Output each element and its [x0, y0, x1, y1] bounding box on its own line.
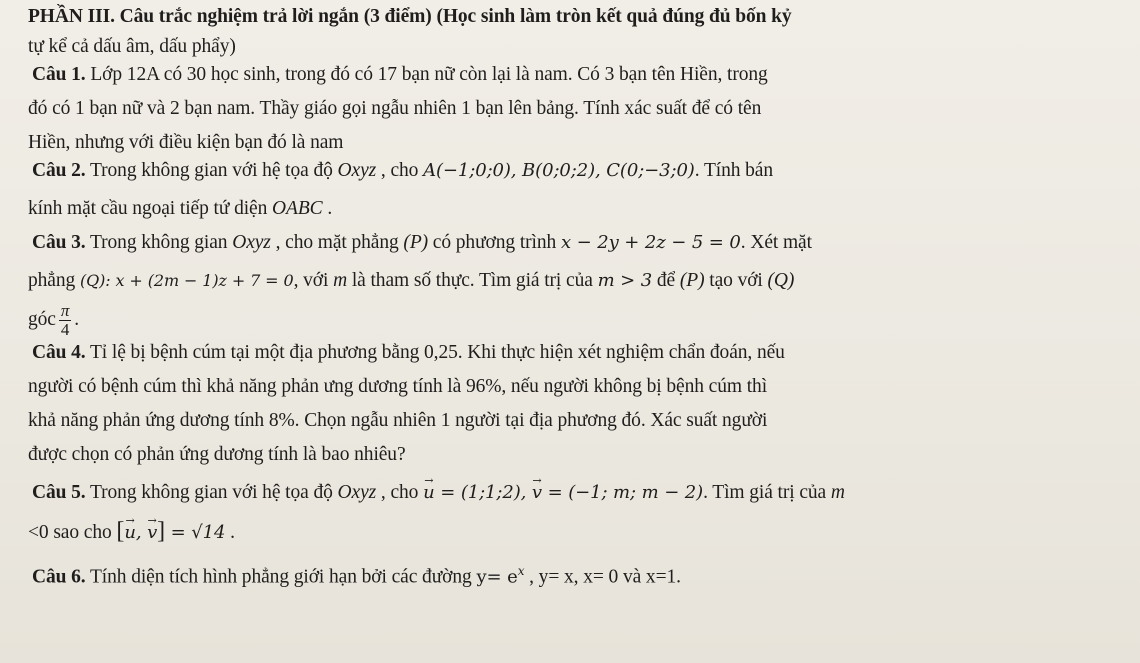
question-2-line-2-end: .: [322, 198, 333, 219]
question-3-condition: m > 3: [597, 270, 653, 291]
question-5-line-2-end: .: [225, 522, 235, 543]
question-4-label: Câu 4.: [32, 342, 86, 363]
question-5-line-2: [28, 520, 1112, 544]
angle-fraction: [59, 302, 71, 339]
cross-product-value: = √14: [165, 522, 226, 543]
question-2-line-2: [28, 198, 1112, 220]
bracket-open: [: [116, 518, 125, 544]
question-4-text-1: Tỉ lệ bị bệnh cúm tại một địa phương bằng 0,25. Khi thực hiện xét nghiệm chẩn đoán, nếu: [85, 342, 785, 363]
cross-separator: ,: [135, 522, 148, 543]
question-6-text: Tính diện tích hình phẳng giới hạn bởi các đường: [85, 566, 477, 588]
vector-v: → v: [532, 482, 542, 504]
question-1-label: Câu 1.: [32, 64, 86, 85]
question-5-label: Câu 5.: [32, 482, 86, 503]
fraction-numerator: π: [60, 301, 70, 321]
question-2-line-1: [28, 160, 1112, 182]
question-3-line-2c: là tham số thực. Tìm giá trị của: [347, 270, 598, 291]
question-1-line-3: Hiền, nhưng với điều kiện bạn đó là nam: [28, 132, 344, 153]
section-heading-continued: tự kể cả dấu âm, dấu phẩy): [28, 36, 236, 57]
vector-v-value: = (−1; m; m − 2): [541, 482, 704, 503]
question-3-line-2b: , với: [293, 270, 334, 291]
question-2-oabc: OABC: [272, 198, 323, 219]
question-4-line-2: người có bệnh cúm thì khả năng phản ưng dương tính là 96%, nếu người không bị bệnh cúm thì: [28, 376, 768, 397]
question-3-text: Trong không gian: [85, 232, 233, 253]
question-3-line-2d: để: [652, 270, 680, 291]
question-4-line-1: [28, 342, 1112, 364]
question-1-line-2: đó có 1 bạn nữ và 2 bạn nam. Thầy giáo gọi ngẫu nhiên 1 bạn lên bảng. Tính xác suất để có tên: [28, 98, 762, 119]
question-2-text: Trong không gian với hệ tọa độ: [85, 160, 338, 181]
question-3-plane-p-2: (P): [679, 270, 705, 291]
question-3-m: m: [333, 270, 348, 291]
question-2-oxyz: Oxyz: [337, 160, 377, 181]
question-2-mid: , cho: [376, 160, 424, 181]
question-3-line-2a: phẳng: [28, 270, 80, 291]
question-3-plane-q-2: (Q): [767, 270, 795, 291]
question-3-line-3-end: .: [74, 309, 80, 330]
question-2-label: Câu 2.: [32, 160, 86, 181]
question-3-tail: . Xét mặt: [740, 232, 812, 253]
cross-vector-u: → u: [124, 522, 136, 544]
question-3-plane-q-equation: (Q): x + (2m − 1)z + 7 = 0: [79, 271, 294, 290]
question-3-line-1: [28, 232, 1112, 254]
question-3-line-3: [28, 300, 1112, 340]
vector-u-value: = (1;1;2),: [434, 482, 532, 503]
question-3-label: Câu 3.: [32, 232, 86, 253]
question-5-tail: . Tìm giá trị của: [703, 482, 831, 503]
question-6-label: Câu 6.: [32, 566, 86, 588]
question-3-mid2: có phương trình: [428, 232, 561, 253]
question-4-line-3: khả năng phản ứng dương tính 8%. Chọn ngẫu nhiên 1 người tại địa phương đó. Xác suất người: [28, 410, 768, 431]
question-6-line-1: [28, 560, 1112, 589]
vector-u: → u: [423, 482, 435, 504]
question-5-line-2a: <0 sao cho: [28, 522, 117, 543]
question-3-angle-label: góc: [28, 309, 56, 330]
question-1-text-1: Lớp 12A có 30 học sinh, trong đó có 17 bạn nữ còn lại là nam. Có 3 bạn tên Hiền, trong: [85, 64, 768, 85]
question-6-curve-exp: y= e: [476, 566, 518, 588]
section-heading: PHẦN III. Câu trắc nghiệm trả lời ngắn (3 điểm) (Học sinh làm tròn kết quả đúng đủ bốn kỷ: [28, 6, 792, 27]
question-3-equation: x − 2y + 2z − 5 = 0: [560, 232, 741, 253]
question-5-m: m: [830, 482, 845, 503]
question-5-oxyz: Oxyz: [337, 482, 377, 503]
cross-vector-v: → v: [147, 522, 157, 544]
question-3-plane-p: (P): [403, 232, 429, 253]
question-3-mid: , cho mặt phẳng: [270, 232, 404, 253]
fraction-denominator: 4: [60, 320, 70, 340]
bracket-close: ]: [157, 518, 166, 544]
question-3-oxyz: Oxyz: [232, 232, 271, 253]
question-5-line-1: [28, 482, 1112, 504]
question-2-tail: . Tính bán: [694, 160, 774, 181]
question-2-points: A(−1;0;0), B(0;0;2), C(0;−3;0): [423, 160, 695, 181]
question-5-text: Trong không gian với hệ tọa độ: [85, 482, 338, 503]
question-1-line-1: [28, 64, 1112, 86]
question-2-line-2-text: kính mặt cầu ngoại tiếp tứ diện: [28, 198, 273, 219]
question-3-line-2e: tạo với: [704, 270, 768, 291]
question-6-exponent: x: [517, 564, 525, 578]
question-4-line-4: được chọn có phản ứng dương tính là bao nhiêu?: [28, 444, 406, 465]
question-6-rest: , y= x, x= 0 và x=1.: [524, 566, 681, 588]
question-3-line-2: [28, 270, 1112, 292]
question-5-mid: , cho: [376, 482, 424, 503]
